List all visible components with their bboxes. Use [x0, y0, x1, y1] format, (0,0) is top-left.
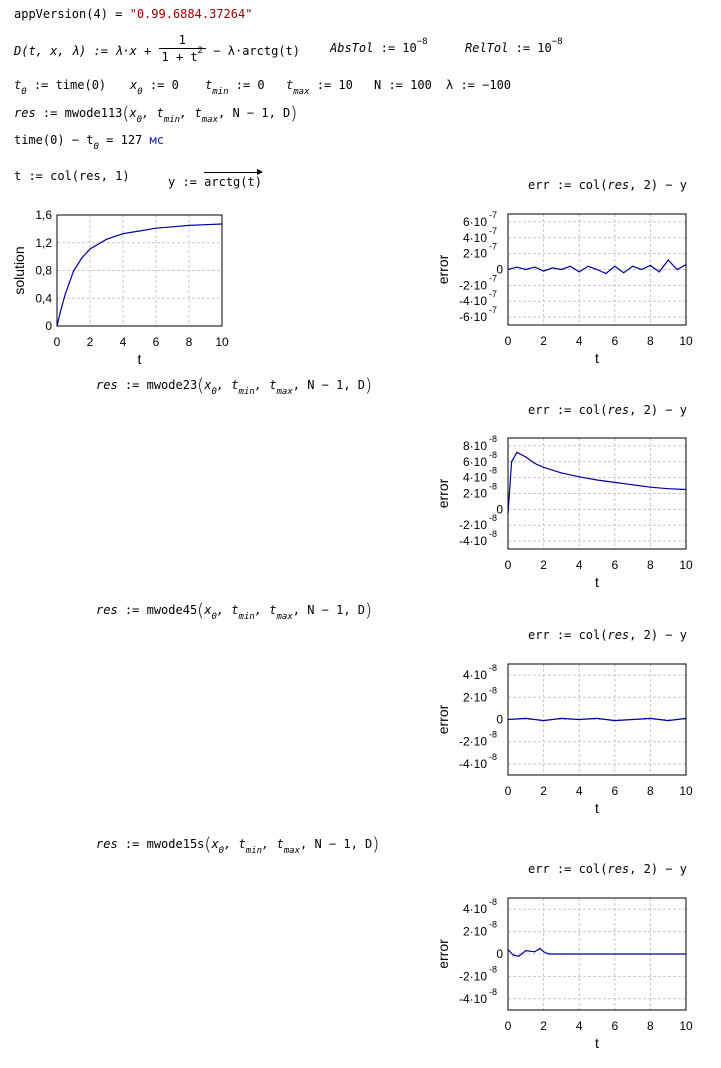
- y-axis-label: error: [435, 704, 451, 735]
- abstol-label: AbsTol: [330, 41, 374, 55]
- y-tick-label: 0: [496, 947, 503, 961]
- t-col-def: t := col(res, 1): [14, 169, 130, 183]
- y-tick-exponent: -7: [489, 241, 498, 252]
- y-tick-label: 0,8: [35, 263, 52, 278]
- data-point: [668, 259, 669, 260]
- data-point: [525, 456, 526, 457]
- data-point: [596, 718, 597, 719]
- data-point: [561, 472, 562, 473]
- data-point: [81, 257, 82, 258]
- timing-value: = 127: [106, 133, 143, 147]
- reltol-label: RelTol: [465, 41, 509, 55]
- y-tick-exponent: -8: [489, 897, 498, 908]
- data-point: [188, 225, 189, 226]
- data-point: [579, 476, 580, 477]
- data-point: [596, 269, 597, 270]
- reltol-assign: := 10: [515, 41, 552, 55]
- y-axis-label: error: [435, 939, 451, 969]
- app-version-call: appVersion(4): [14, 7, 108, 21]
- solver-call-3: res := $mwode45(x_0$, $t_{min}$, $t_{max}$, N − 1, D): [96, 600, 373, 622]
- data-point: [659, 271, 660, 272]
- data-point: [641, 269, 642, 270]
- y-tick-label: 2·10: [462, 486, 487, 501]
- data-point: [65, 293, 66, 294]
- x-tick-label: 10: [679, 1019, 693, 1033]
- data-point: [525, 718, 526, 719]
- y-tick-label: -2·10: [458, 734, 487, 749]
- reltol-exp: −8: [551, 37, 563, 47]
- data-point: [632, 719, 633, 720]
- y-tick-label: -4·10: [458, 534, 487, 549]
- solver-fn-3: := mwode45: [124, 603, 198, 617]
- y-tick-exponent: -7: [489, 289, 498, 300]
- solver-call-4: res := $mwode15s(x_0$, $t_{min}$, $t_{max}$, N − 1, D): [96, 834, 380, 856]
- data-point: [543, 467, 544, 468]
- err-def-4: err := col(res, 2) − y: [528, 862, 687, 876]
- app-version-value: "0.99.6884.37264": [129, 7, 253, 21]
- y-tick-label: -2·10: [458, 969, 487, 984]
- x-axis-label: t: [595, 800, 599, 816]
- y-axis-label: error: [435, 478, 451, 509]
- data-point: [650, 953, 651, 954]
- y-tick-label: 1,2: [35, 235, 52, 250]
- y-axis-label: solution: [11, 246, 27, 295]
- y-tick-label: 8·10: [462, 438, 487, 453]
- abstol-exp: −8: [416, 37, 428, 47]
- y-axis-label: error: [435, 254, 451, 285]
- x-tick-label: 8: [185, 335, 193, 349]
- data-point: [623, 272, 624, 273]
- t0-def: $t_0$ := time(0): [14, 78, 107, 97]
- y-tick-exponent: -8: [489, 685, 498, 696]
- d-frac-den-exp: 2: [197, 46, 204, 56]
- y-tick-exponent: -8: [489, 529, 498, 540]
- d-frac-den: 1 + t: [161, 50, 198, 64]
- y-tick-label: 0: [496, 502, 503, 517]
- x-tick-label: 2: [540, 334, 547, 348]
- data-point: [668, 488, 669, 489]
- data-point: [650, 265, 651, 266]
- y-tick-exponent: -8: [489, 964, 498, 975]
- x-tick-label: 6: [152, 335, 160, 349]
- y-tick-exponent: -7: [489, 225, 498, 236]
- data-point: [543, 951, 544, 952]
- data-point: [106, 239, 107, 240]
- y-tick-label: 0: [496, 712, 503, 727]
- x-tick-label: 8: [647, 784, 654, 798]
- y-tick-label: -4·10: [458, 756, 487, 771]
- y-tick-label: 2·10: [462, 924, 487, 939]
- data-point: [534, 267, 535, 268]
- timing-unit: мс: [149, 133, 164, 147]
- x-tick-label: 6: [611, 1019, 619, 1033]
- x-tick-label: 4: [575, 784, 583, 798]
- data-point: [650, 718, 651, 719]
- y-tick-exponent: -8: [489, 919, 498, 930]
- data-point: [579, 271, 580, 272]
- y-tick-label: 2·10: [462, 246, 487, 261]
- data-point: [614, 482, 615, 483]
- d-def: D(t, x, λ) := λ·x +: [14, 44, 152, 58]
- data-point: [60, 312, 61, 313]
- y-tick-label: -2·10: [458, 278, 487, 293]
- x-axis-label: t: [595, 350, 599, 366]
- x-tick-label: 4: [575, 334, 583, 348]
- tmax-def: $t_{max}$ := 10: [286, 78, 353, 97]
- data-point: [172, 226, 173, 227]
- data-point: [561, 953, 562, 954]
- data-point: [122, 233, 123, 234]
- data-point: [534, 463, 535, 464]
- y-tick-exponent: -8: [489, 433, 498, 444]
- x-tick-label: 8: [647, 558, 654, 572]
- solver-fn-4: := mwode15s: [124, 837, 205, 851]
- d-tail: − λ·arctg(t): [213, 44, 300, 58]
- y-tick-exponent: -7: [489, 305, 498, 316]
- data-point: [205, 224, 206, 225]
- data-point: [89, 248, 90, 249]
- y-tick-exponent: -8: [489, 481, 498, 492]
- abstol-assign: := 10: [380, 41, 417, 55]
- x-tick-label: 0: [504, 1019, 512, 1033]
- x-tick-label: 10: [679, 784, 693, 798]
- data-point: [539, 948, 540, 949]
- x-tick-label: 0: [504, 334, 512, 348]
- data-point: [668, 720, 669, 721]
- y-tick-label: 0,4: [35, 291, 52, 306]
- data-point: [632, 484, 633, 485]
- x-tick-label: 0: [504, 558, 512, 572]
- y-tick-exponent: -8: [489, 449, 498, 460]
- data-point: [525, 950, 526, 951]
- x-tick-label: 4: [575, 558, 583, 572]
- x-tick-label: 8: [647, 334, 654, 348]
- y-tick-exponent: -8: [489, 465, 498, 476]
- data-point: [548, 953, 549, 954]
- x-tick-label: 2: [540, 784, 547, 798]
- x-tick-label: 6: [611, 334, 619, 348]
- data-point: [534, 951, 535, 952]
- x-tick-label: 2: [540, 1019, 547, 1033]
- x-axis-label: t: [595, 574, 599, 590]
- y-tick-exponent: -8: [489, 729, 498, 740]
- y-tick-exponent: -8: [489, 986, 498, 997]
- data-point: [543, 720, 544, 721]
- data-point: [511, 461, 512, 462]
- x-tick-label: 0: [53, 335, 61, 349]
- y-tick-exponent: -8: [489, 513, 498, 524]
- data-point: [650, 487, 651, 488]
- d-frac-num: 1: [159, 32, 207, 49]
- y-tick-label: 0: [45, 319, 52, 333]
- y-tick-exponent: -7: [489, 273, 498, 284]
- err-def-2: err := col(res, 2) − y: [528, 403, 687, 417]
- n-def: N := 100: [374, 78, 432, 92]
- err-def-3: err := col(res, 2) − y: [528, 628, 687, 642]
- solver-fn-1: := mwode113: [42, 106, 123, 120]
- y-tick-label: 0: [496, 262, 503, 277]
- y-tick-label: -4·10: [458, 294, 487, 309]
- x-tick-label: 6: [611, 784, 619, 798]
- timing-line: time(0) − $t_0 = 127$ мс: [14, 133, 164, 152]
- y-tick-exponent: -7: [489, 209, 498, 220]
- y-tick-label: 6·10: [462, 454, 487, 469]
- x-tick-label: 8: [647, 1019, 654, 1033]
- data-point: [561, 718, 562, 719]
- solver-call-1: res := $mwode113(x_0$, $t_{min}$, $t_{max}$, N − 1, D): [14, 103, 298, 125]
- y-def: y := arctg(t): [168, 172, 262, 190]
- data-point: [588, 266, 589, 267]
- y-vectorize: arctg(t): [204, 172, 262, 190]
- y-tick-label: 4·10: [462, 902, 487, 917]
- x-tick-label: 10: [679, 558, 693, 572]
- solver-fn-2: := mwode23: [124, 378, 198, 392]
- data-point: [614, 266, 615, 267]
- data-point: [516, 267, 517, 268]
- x-tick-label: 10: [679, 334, 693, 348]
- data-point: [155, 228, 156, 229]
- data-point: [596, 479, 597, 480]
- x-tick-label: 0: [504, 784, 512, 798]
- lambda-def: λ := −100: [446, 78, 512, 92]
- data-point: [139, 230, 140, 231]
- x-tick-label: 4: [119, 335, 127, 349]
- err-def-1: err := col(res, 2) − y: [528, 178, 687, 192]
- y-tick-label: -2·10: [458, 518, 487, 533]
- x-axis-label: t: [595, 1035, 599, 1051]
- y-tick-label: -4·10: [458, 991, 487, 1006]
- data-point: [614, 953, 615, 954]
- data-point: [552, 267, 553, 268]
- y-tick-label: -6·10: [458, 310, 487, 325]
- solver-call-2: res := $mwode23(x_0$, $t_{min}$, $t_{max}$, N − 1, D): [96, 375, 373, 397]
- data-point: [525, 269, 526, 270]
- y-tick-label: 2·10: [462, 690, 487, 705]
- y-tick-exponent: -8: [489, 751, 498, 762]
- data-point: [614, 720, 615, 721]
- data-point: [518, 956, 519, 957]
- data-point: [632, 266, 633, 267]
- x-tick-label: 10: [215, 335, 229, 349]
- data-point: [543, 270, 544, 271]
- app-version-line: appVersion(4) = "0.99.6884.37264": [14, 7, 253, 21]
- data-point: [677, 269, 678, 270]
- x-tick-label: 4: [575, 1019, 583, 1033]
- x-tick-label: 6: [611, 558, 619, 572]
- data-point: [605, 273, 606, 274]
- y-tick-label: 4·10: [462, 230, 487, 245]
- y-tick-label: 4·10: [462, 668, 487, 683]
- data-point: [513, 955, 514, 956]
- y-tick-label: 6·10: [462, 214, 487, 229]
- data-point: [579, 719, 580, 720]
- y-tick-label: 1,6: [35, 208, 52, 222]
- data-point: [516, 452, 517, 453]
- x-axis-label: t: [137, 351, 142, 367]
- x-tick-label: 2: [540, 558, 547, 572]
- data-point: [561, 269, 562, 270]
- data-point: [579, 953, 580, 954]
- x0-def: $x_0$ := 0: [130, 78, 179, 97]
- data-point: [570, 266, 571, 267]
- y-tick-label: 4·10: [462, 470, 487, 485]
- y-tick-exponent: -8: [489, 663, 498, 674]
- data-point: [73, 271, 74, 272]
- x-tick-label: 2: [86, 335, 94, 349]
- tmin-def: $t_{min}$ := 0: [205, 78, 265, 97]
